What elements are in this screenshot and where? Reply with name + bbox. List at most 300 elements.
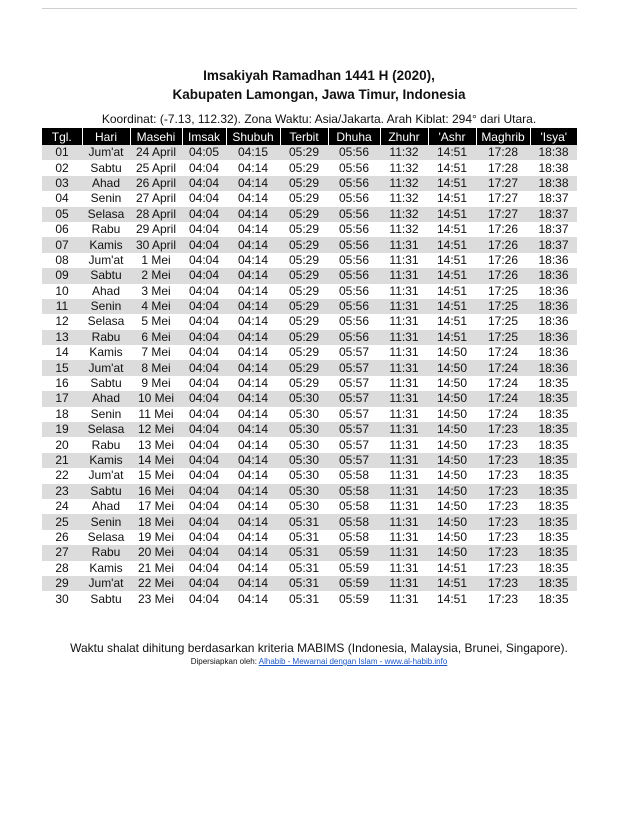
table-cell: 05:58 bbox=[328, 484, 380, 499]
column-header: Terbit bbox=[280, 128, 328, 145]
table-cell: 24 bbox=[55, 499, 69, 514]
table-cell: 04:15 bbox=[226, 145, 280, 160]
table-cell: Rabu bbox=[91, 437, 121, 452]
table-cell: 11:31 bbox=[389, 468, 419, 483]
table-cell: 04:04 bbox=[182, 453, 226, 468]
table-cell: 18:37 bbox=[530, 237, 577, 252]
table-cell: 25 April bbox=[135, 160, 177, 175]
table-cell: 04:04 bbox=[182, 268, 226, 283]
table-cell: 18:35 bbox=[538, 376, 569, 391]
table-row bbox=[42, 407, 577, 422]
table-cell: 11:31 bbox=[380, 299, 428, 314]
table-cell: 04:04 bbox=[188, 222, 220, 237]
table-cell: 04:04 bbox=[182, 360, 226, 375]
table-cell: 04:14 bbox=[226, 545, 280, 560]
table-cell: 11:31 bbox=[389, 314, 419, 329]
table-cell: 05:30 bbox=[280, 391, 328, 406]
table-cell: 14:51 bbox=[436, 222, 468, 237]
table-cell: 11:32 bbox=[389, 222, 419, 237]
table-cell: 04:04 bbox=[188, 437, 220, 452]
table-cell: Sabtu bbox=[90, 376, 122, 391]
table-row bbox=[42, 176, 577, 191]
table-row bbox=[42, 360, 577, 375]
table-cell: 05:29 bbox=[288, 314, 320, 329]
table-cell: 17 Mei bbox=[137, 499, 175, 514]
table-cell: 04:04 bbox=[188, 376, 220, 391]
table-cell: 09 bbox=[42, 268, 82, 283]
table-cell: 04:04 bbox=[188, 529, 220, 544]
table-header-row bbox=[42, 128, 577, 145]
table-cell: Ahad bbox=[91, 283, 121, 298]
table-cell: Rabu bbox=[82, 330, 130, 345]
table-cell: 05:58 bbox=[338, 468, 370, 483]
table-cell: 04:04 bbox=[182, 484, 226, 499]
table-cell: 04:14 bbox=[226, 207, 280, 222]
table-cell: 9 Mei bbox=[141, 376, 171, 391]
table-row bbox=[42, 499, 577, 514]
table-cell: Ahad bbox=[82, 176, 130, 191]
table-cell: 30 bbox=[55, 591, 69, 606]
table-cell: Senin bbox=[82, 514, 130, 529]
table-cell: 04:14 bbox=[226, 422, 280, 437]
column-header: Zhuhr bbox=[380, 128, 428, 145]
table-cell: 17:26 bbox=[476, 237, 530, 252]
table-row bbox=[42, 576, 577, 591]
table-cell: Ahad bbox=[91, 499, 121, 514]
table-cell: 04:14 bbox=[237, 283, 269, 298]
table-cell: 05:56 bbox=[328, 237, 380, 252]
table-cell: 17 bbox=[42, 391, 82, 406]
table-cell: 16 bbox=[55, 376, 69, 391]
table-cell: 17:23 bbox=[476, 422, 530, 437]
table-cell: 15 bbox=[42, 360, 82, 375]
table-cell: 11:31 bbox=[380, 422, 428, 437]
table-cell: 05:30 bbox=[280, 422, 328, 437]
table-body bbox=[42, 145, 577, 607]
table-cell: 2 Mei bbox=[130, 268, 182, 283]
table-cell: 17:26 bbox=[487, 252, 519, 267]
table-cell: 11:32 bbox=[389, 191, 419, 206]
table-cell: 05:29 bbox=[288, 283, 320, 298]
table-cell: 05:30 bbox=[288, 468, 320, 483]
table-row bbox=[42, 145, 577, 160]
table-row bbox=[42, 237, 577, 252]
table-cell: 18:36 bbox=[538, 283, 569, 298]
table-cell: 14:50 bbox=[428, 545, 476, 560]
table-cell: 24 April bbox=[130, 145, 182, 160]
table-cell: Kamis bbox=[82, 453, 130, 468]
table-row bbox=[42, 207, 577, 222]
table-cell: 04:14 bbox=[237, 499, 269, 514]
table-cell: 17:23 bbox=[476, 514, 530, 529]
table-cell: Jum'at bbox=[82, 360, 130, 375]
table-cell: 04:04 bbox=[182, 422, 226, 437]
table-cell: 05:29 bbox=[280, 176, 328, 191]
table-cell: 04:04 bbox=[182, 299, 226, 314]
table-cell: 17:25 bbox=[476, 299, 530, 314]
table-cell: 05:56 bbox=[328, 176, 380, 191]
table-cell: 6 Mei bbox=[130, 330, 182, 345]
table-cell: 18:36 bbox=[538, 345, 569, 360]
table-cell: 04:04 bbox=[182, 330, 226, 345]
source-link[interactable]: Alhabib - Mewarnai dengan Islam - www.al-habib.info bbox=[258, 657, 448, 666]
table-cell: 22 Mei bbox=[130, 576, 182, 591]
table-cell: 11:32 bbox=[380, 207, 428, 222]
table-cell: 04:04 bbox=[188, 191, 220, 206]
table-cell: 05:31 bbox=[288, 560, 320, 575]
table-cell: 18:35 bbox=[538, 406, 569, 421]
table-cell: 18:35 bbox=[538, 529, 569, 544]
table-cell: 05:29 bbox=[288, 191, 320, 206]
table-cell: 5 Mei bbox=[141, 314, 171, 329]
table-cell: 05:29 bbox=[280, 268, 328, 283]
table-cell: 18:36 bbox=[530, 299, 577, 314]
prayer-schedule-table bbox=[42, 128, 577, 607]
table-cell: 04:14 bbox=[226, 576, 280, 591]
table-cell: Sabtu bbox=[82, 484, 130, 499]
table-cell: 11:31 bbox=[389, 529, 419, 544]
table-cell: 14:50 bbox=[436, 345, 468, 360]
table-cell: 23 Mei bbox=[137, 591, 175, 606]
table-cell: 28 April bbox=[130, 207, 182, 222]
table-cell: 01 bbox=[42, 145, 82, 160]
column-header: Masehi bbox=[130, 128, 182, 145]
table-row bbox=[42, 484, 577, 499]
table-cell: 05:30 bbox=[280, 453, 328, 468]
table-cell: 05:29 bbox=[288, 376, 320, 391]
table-cell: 14:50 bbox=[436, 468, 468, 483]
table-cell: Senin bbox=[90, 406, 122, 421]
table-cell: 18:38 bbox=[530, 145, 577, 160]
table-cell: 04:04 bbox=[188, 252, 220, 267]
table-cell: 04:14 bbox=[226, 268, 280, 283]
table-cell: 05:56 bbox=[338, 283, 370, 298]
table-cell: 04:04 bbox=[188, 283, 220, 298]
table-cell: 14:51 bbox=[428, 576, 476, 591]
table-cell: 05:59 bbox=[338, 591, 370, 606]
table-cell: 14:51 bbox=[428, 268, 476, 283]
table-row bbox=[42, 514, 577, 529]
table-cell: 18:35 bbox=[538, 591, 569, 606]
table-cell: 04:04 bbox=[188, 406, 220, 421]
table-cell: 14:50 bbox=[428, 453, 476, 468]
table-cell: 17:27 bbox=[476, 176, 530, 191]
table-cell: 14:51 bbox=[436, 560, 468, 575]
table-cell: 04:14 bbox=[237, 591, 269, 606]
table-cell: 7 Mei bbox=[141, 345, 171, 360]
table-cell: 14:50 bbox=[428, 360, 476, 375]
table-cell: 04:14 bbox=[226, 514, 280, 529]
table-cell: 05:31 bbox=[280, 545, 328, 560]
table-cell: 04:14 bbox=[237, 345, 269, 360]
table-cell: 04:14 bbox=[237, 314, 269, 329]
table-cell: 05:57 bbox=[328, 453, 380, 468]
table-cell: 05:31 bbox=[288, 591, 320, 606]
table-cell: 14:51 bbox=[428, 145, 476, 160]
table-cell: 19 bbox=[42, 422, 82, 437]
table-cell: 11:31 bbox=[389, 591, 419, 606]
table-cell: 13 Mei bbox=[137, 437, 175, 452]
table-cell: 04:14 bbox=[237, 560, 269, 575]
table-cell: 04:14 bbox=[237, 191, 269, 206]
table-cell: Sabtu bbox=[82, 268, 130, 283]
table-cell: 04:14 bbox=[226, 360, 280, 375]
table-cell: 11:31 bbox=[389, 252, 419, 267]
table-cell: 04:04 bbox=[182, 237, 226, 252]
table-cell: 18:35 bbox=[530, 453, 577, 468]
table-cell: Selasa bbox=[87, 314, 125, 329]
table-row bbox=[42, 160, 577, 175]
table-cell: 17:23 bbox=[476, 576, 530, 591]
table-cell: 14 bbox=[55, 345, 69, 360]
table-cell: 18:36 bbox=[530, 330, 577, 345]
table-cell: 18:36 bbox=[530, 360, 577, 375]
table-cell: 20 bbox=[55, 437, 69, 452]
table-cell: 18:35 bbox=[530, 576, 577, 591]
table-row bbox=[42, 268, 577, 283]
column-header: Maghrib bbox=[476, 128, 530, 145]
table-row bbox=[42, 314, 577, 329]
table-cell: 27 bbox=[42, 545, 82, 560]
table-row bbox=[42, 591, 577, 606]
table-cell: 05:29 bbox=[280, 360, 328, 375]
table-cell: 14:50 bbox=[436, 529, 468, 544]
column-header: Tgl. bbox=[42, 128, 82, 145]
column-header: Imsak bbox=[182, 128, 226, 145]
table-cell: 14:51 bbox=[436, 314, 468, 329]
table-cell: 17:23 bbox=[476, 484, 530, 499]
table-cell: 25 bbox=[42, 514, 82, 529]
column-header: Dhuha bbox=[328, 128, 380, 145]
table-row bbox=[42, 561, 577, 576]
table-cell: 05:31 bbox=[288, 529, 320, 544]
table-cell: 04:14 bbox=[237, 406, 269, 421]
column-header: Hari bbox=[82, 128, 130, 145]
table-cell: 11:31 bbox=[380, 268, 428, 283]
table-cell: Jum'at bbox=[88, 468, 124, 483]
table-cell: 04:14 bbox=[226, 176, 280, 191]
table-cell: 11:31 bbox=[380, 576, 428, 591]
table-cell: 14:51 bbox=[436, 283, 468, 298]
table-cell: 14:50 bbox=[428, 484, 476, 499]
table-cell: 18:35 bbox=[530, 514, 577, 529]
table-cell: Selasa bbox=[82, 207, 130, 222]
table-cell: 18:37 bbox=[538, 222, 569, 237]
table-cell: 17:25 bbox=[487, 283, 519, 298]
coordinates-info: Koordinat: (-7.13, 112.32). Zona Waktu: Asia/Jakarta. Arah Kiblat: 294° dari Utara. bbox=[101, 112, 537, 126]
table-cell: 05:30 bbox=[288, 406, 320, 421]
table-cell: 13 bbox=[42, 330, 82, 345]
table-cell: Jum'at bbox=[82, 576, 130, 591]
table-cell: 18:35 bbox=[530, 545, 577, 560]
table-cell: 26 bbox=[55, 529, 69, 544]
table-cell: 05:57 bbox=[338, 376, 370, 391]
table-cell: Selasa bbox=[87, 529, 125, 544]
table-cell: 29 bbox=[42, 576, 82, 591]
table-cell: 11:32 bbox=[389, 160, 419, 175]
table-cell: 04:04 bbox=[188, 468, 220, 483]
table-cell: 04:05 bbox=[182, 145, 226, 160]
table-cell: 17:23 bbox=[487, 591, 519, 606]
table-cell: 17:28 bbox=[476, 145, 530, 160]
table-cell: 04:04 bbox=[182, 576, 226, 591]
table-cell: 05:29 bbox=[280, 207, 328, 222]
table-cell: 11:32 bbox=[380, 145, 428, 160]
table-cell: 04:04 bbox=[182, 176, 226, 191]
table-cell: 11:32 bbox=[380, 176, 428, 191]
table-row bbox=[42, 222, 577, 237]
table-cell: 05:56 bbox=[328, 268, 380, 283]
table-cell: 11:31 bbox=[389, 406, 419, 421]
table-cell: 04:14 bbox=[226, 330, 280, 345]
table-row bbox=[42, 253, 577, 268]
table-cell: 18:35 bbox=[530, 422, 577, 437]
table-cell: 04:14 bbox=[237, 376, 269, 391]
table-cell: 17:24 bbox=[476, 391, 530, 406]
table-cell: 03 bbox=[42, 176, 82, 191]
table-cell: 05:59 bbox=[338, 560, 370, 575]
title-line-2: Kabupaten Lamongan, Jawa Timur, Indonesia bbox=[172, 87, 466, 102]
table-cell: 05:56 bbox=[338, 160, 370, 175]
table-cell: 11:31 bbox=[380, 360, 428, 375]
table-cell: 05:58 bbox=[338, 529, 370, 544]
table-cell: 04:14 bbox=[226, 453, 280, 468]
table-cell: 10 Mei bbox=[130, 391, 182, 406]
table-cell: 18 bbox=[55, 406, 69, 421]
table-cell: 11:31 bbox=[389, 345, 419, 360]
table-cell: 4 Mei bbox=[130, 299, 182, 314]
table-cell: 17:24 bbox=[476, 360, 530, 375]
table-cell: 05:56 bbox=[338, 222, 370, 237]
table-cell: Kamis bbox=[82, 237, 130, 252]
table-cell: 12 bbox=[55, 314, 69, 329]
table-cell: 23 bbox=[42, 484, 82, 499]
table-cell: 05:57 bbox=[338, 437, 370, 452]
table-cell: 11:31 bbox=[389, 376, 419, 391]
table-cell: 18:35 bbox=[530, 484, 577, 499]
table-cell: 07 bbox=[42, 237, 82, 252]
table-cell: 14:50 bbox=[436, 437, 468, 452]
table-cell: 8 Mei bbox=[130, 360, 182, 375]
table-cell: 18:36 bbox=[538, 252, 569, 267]
table-cell: 04:14 bbox=[237, 529, 269, 544]
table-cell: 14:51 bbox=[428, 237, 476, 252]
table-cell: 05:56 bbox=[338, 252, 370, 267]
table-cell: 18:37 bbox=[538, 191, 569, 206]
table-cell: 04:04 bbox=[188, 499, 220, 514]
table-cell: 18:36 bbox=[530, 268, 577, 283]
table-cell: 05:29 bbox=[280, 330, 328, 345]
table-cell: 17:26 bbox=[476, 268, 530, 283]
table-cell: 05:29 bbox=[280, 145, 328, 160]
table-cell: Ahad bbox=[82, 391, 130, 406]
top-divider bbox=[42, 8, 577, 9]
table-row bbox=[42, 284, 577, 299]
table-cell: Selasa bbox=[82, 422, 130, 437]
table-cell: 14:51 bbox=[436, 191, 468, 206]
table-row bbox=[42, 191, 577, 206]
table-cell: 04:14 bbox=[226, 237, 280, 252]
table-cell: 05:56 bbox=[328, 207, 380, 222]
table-cell: 18:37 bbox=[530, 207, 577, 222]
table-cell: 17:25 bbox=[487, 314, 519, 329]
prepared-by-label: Dipersiapkan oleh: bbox=[190, 657, 259, 666]
table-cell: 12 Mei bbox=[130, 422, 182, 437]
table-cell: 04:04 bbox=[188, 560, 220, 575]
table-cell: 05:59 bbox=[328, 576, 380, 591]
table-cell: 29 April bbox=[135, 222, 177, 237]
table-cell: 05:56 bbox=[328, 299, 380, 314]
table-cell: 05:29 bbox=[288, 222, 320, 237]
table-cell: 04:14 bbox=[237, 252, 269, 267]
table-cell: 05:57 bbox=[328, 360, 380, 375]
table-cell: 11:31 bbox=[380, 330, 428, 345]
table-cell: 04:04 bbox=[188, 345, 220, 360]
table-cell: 19 Mei bbox=[137, 529, 175, 544]
table-cell: 26 April bbox=[130, 176, 182, 191]
table-cell: 04:14 bbox=[237, 160, 269, 175]
table-cell: Sabtu bbox=[90, 160, 122, 175]
table-cell: 17:23 bbox=[487, 529, 519, 544]
table-cell: 04:04 bbox=[182, 207, 226, 222]
table-cell: 20 Mei bbox=[130, 545, 182, 560]
table-cell: 04:04 bbox=[182, 545, 226, 560]
table-cell: 04:14 bbox=[226, 391, 280, 406]
table-cell: 27 April bbox=[135, 191, 177, 206]
table-cell: 04 bbox=[55, 191, 69, 206]
table-row bbox=[42, 453, 577, 468]
table-cell: 14:51 bbox=[436, 591, 468, 606]
table-cell: 14:50 bbox=[436, 376, 468, 391]
table-cell: 04:14 bbox=[237, 468, 269, 483]
table-cell: 04:04 bbox=[188, 314, 220, 329]
table-cell: 14:51 bbox=[428, 330, 476, 345]
table-row bbox=[42, 422, 577, 437]
table-cell: 05:30 bbox=[280, 484, 328, 499]
table-cell: Kamis bbox=[89, 345, 123, 360]
table-cell: 05:29 bbox=[288, 160, 320, 175]
table-cell: 17:24 bbox=[487, 376, 519, 391]
table-cell: 14:50 bbox=[428, 514, 476, 529]
table-cell: 16 Mei bbox=[130, 484, 182, 499]
table-cell: 05:29 bbox=[280, 299, 328, 314]
table-cell: 18:38 bbox=[530, 176, 577, 191]
table-cell: 05:59 bbox=[328, 545, 380, 560]
table-cell: 1 Mei bbox=[141, 252, 171, 267]
table-cell: 17:23 bbox=[487, 499, 519, 514]
table-cell: 04:14 bbox=[226, 484, 280, 499]
table-cell: 14:51 bbox=[428, 176, 476, 191]
table-cell: 14:51 bbox=[436, 160, 468, 175]
table-cell: 05 bbox=[42, 207, 82, 222]
table-cell: 17:26 bbox=[487, 222, 519, 237]
table-cell: 14:50 bbox=[436, 406, 468, 421]
table-cell: 14:51 bbox=[428, 207, 476, 222]
table-cell: 17:23 bbox=[487, 468, 519, 483]
table-cell: 05:57 bbox=[338, 345, 370, 360]
table-cell: 04:04 bbox=[182, 391, 226, 406]
table-cell: 11:31 bbox=[380, 514, 428, 529]
table-cell: 05:58 bbox=[328, 514, 380, 529]
table-cell: 05:30 bbox=[288, 437, 320, 452]
column-header: 'Isya' bbox=[530, 128, 577, 145]
prepared-by bbox=[0, 657, 638, 666]
table-cell: 30 April bbox=[130, 237, 182, 252]
column-header: 'Ashr bbox=[428, 128, 476, 145]
table-cell: Sabtu bbox=[90, 591, 122, 606]
table-cell: 14:50 bbox=[428, 422, 476, 437]
table-cell: 02 bbox=[55, 160, 69, 175]
